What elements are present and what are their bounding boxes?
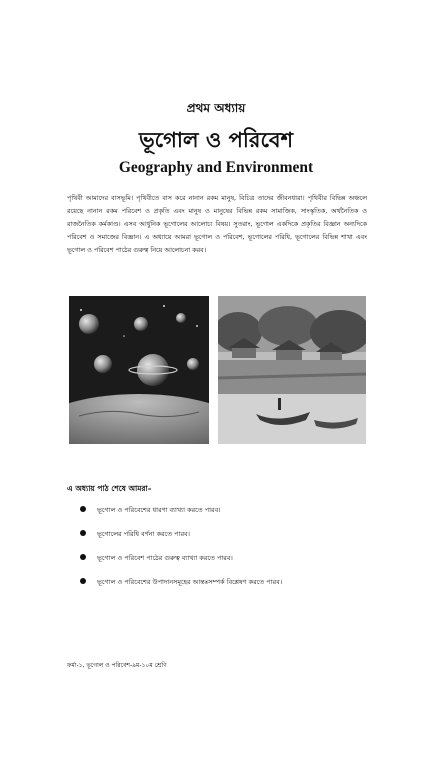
intro-paragraph: পৃথিবী আমাদের বাসভূমি। পৃথিবীতে বাস করে নানান রকম মানুষ, বিচিত্র তাদের জীবনধারা। পৃথিবীর বিভিন্ন অঞ্চলে রয়েছে নানান রকম পরিবেশ ও প্রকৃতি এবং মানুষ ও মানুষের বিভিন্ন রকম সামাজিক, সাংস্কৃতিক, অর্থনৈতিক ও রাজনৈতিক কর্মকাণ্ড। এসব আধুনিক ভূগোলের আলোচ্য বিষয়। সুতরাং, ভূগোল একদিকে প্রকৃতির বিজ্ঞান অন্যদিকে পরিবেশ ও সমাজের বিজ্ঞান। এ অধ্যায়ে আমরা ভূগোল ও পরিবেশ, ভূগোলের পরিধি, ভূগোলের বিভিন্ন শাখা এবং ভূগোল ও পরিবেশ পাঠের গুরুত্ব নিয়ে আলোচনা করব। <box>67 194 367 255</box>
outcomes-list <box>80 504 370 600</box>
chapter-subtitle: Geography and Environment <box>118 159 314 176</box>
page-footer: ফর্মা-১, ভূগোল ও পরিবেশ-৯ম-১০ম শ্রেণি <box>67 662 167 669</box>
list-item <box>80 528 370 552</box>
list-item <box>80 576 370 600</box>
space-planets-image <box>69 296 209 444</box>
chapter-title: ভূগোল ও পরিবেশ <box>138 128 294 152</box>
bullet-icon <box>80 506 86 512</box>
bullet-icon <box>80 530 86 536</box>
list-item-text: ভূগোলের পরিধি বর্ণনা করতে পারব। <box>97 530 190 538</box>
list-item-text: ভূগোল ও পরিবেশের ধারণা ব্যাখ্যা করতে পারব। <box>97 506 221 514</box>
bullet-icon <box>80 578 86 584</box>
riverside-village-image <box>218 296 366 444</box>
outcomes-heading: এ অধ্যায় পাঠ শেষে আমরা– <box>67 484 152 493</box>
list-item <box>80 504 370 528</box>
bullet-icon <box>80 554 86 560</box>
chapter-label: প্রথম অধ্যায় <box>186 101 246 115</box>
list-item <box>80 552 370 576</box>
list-item-text: ভূগোল ও পরিবেশের উপাদানসমূহের আন্তঃসম্পর্ক বিশ্লেষণ করতে পারব। <box>97 578 283 586</box>
list-item-text: ভূগোল ও পরিবেশ পাঠের গুরুত্ব ব্যাখ্যা করতে পারব। <box>97 554 233 562</box>
